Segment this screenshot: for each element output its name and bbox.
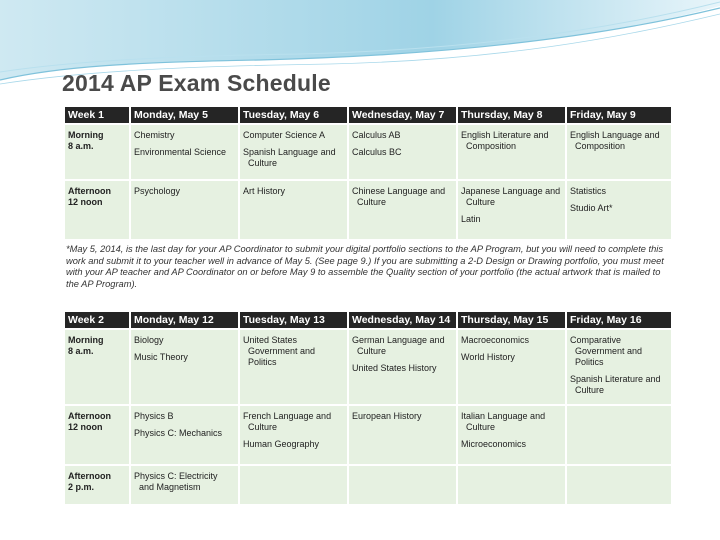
slot-name: Morning [68,335,104,345]
time-slot-label [64,465,130,505]
cell-tuesday [239,405,348,465]
cell-tuesday [239,465,348,505]
week2-morning-row [64,329,672,405]
week2-afternoon2-row [64,465,672,505]
cell-friday [566,180,672,240]
exam-name: English Literature and Composition [461,130,549,151]
day-header-wednesday: Wednesday, May 7 [348,106,457,124]
cell-wednesday [348,180,457,240]
page-title: 2014 AP Exam Schedule [62,70,331,96]
exam-name: Psychology [134,186,181,196]
exam-name: Spanish Language and Culture [243,147,336,168]
day-header-thursday: Thursday, May 8 [457,106,566,124]
exam-name: Chinese Language and Culture [352,186,446,207]
day-header-friday: Friday, May 9 [566,106,672,124]
time-slot-label [64,124,130,180]
time-slot-label [64,180,130,240]
slot-name: Afternoon [68,411,111,421]
cell-thursday [457,124,566,180]
cell-monday [130,329,239,405]
cell-thursday [457,405,566,465]
week1-schedule-table [63,105,673,241]
exam-name: United States History [352,363,437,373]
footnote: *May 5, 2014, is the last day for your AP Coordinator to submit your digital portfolio sections to the AP Program, but you will need to complete this work and submit it to your teacher well in advance of May 5. (See page 9.) If you are submitting a 2-D Design or Drawing portfolio, you must meet with your AP teacher and AP Coordinator on or before May 9 to assemble the Quality section of your portfolio (the actual artwork that is mailed to the AP Program). [66,244,664,289]
week2-schedule-table [63,310,673,506]
exam-name: Spanish Literature and Culture [570,374,661,395]
exam-name: Physics C: Electricity and Magnetism [134,471,218,492]
exam-name: Biology [134,335,164,345]
exam-name: German Language and Culture [352,335,445,356]
exam-name: Latin [461,214,481,224]
cell-friday [566,124,672,180]
slot-time: 12 noon [68,197,103,207]
slot-name: Afternoon [68,471,111,481]
exam-name: Studio Art* [570,203,613,213]
exam-name: Computer Science A [243,130,326,140]
cell-wednesday [348,465,457,505]
cell-tuesday [239,124,348,180]
exam-name: Japanese Language and Culture [461,186,561,207]
day-header-tuesday: Tuesday, May 6 [239,106,348,124]
exam-name: Comparative Government and Politics [570,335,643,367]
day-header-tuesday: Tuesday, May 13 [239,311,348,329]
exam-name: Physics B [134,411,174,421]
exam-name: World History [461,352,515,362]
time-slot-label [64,405,130,465]
exam-name: Chemistry [134,130,175,140]
exam-name: French Language and Culture [243,411,332,432]
slot-name: Afternoon [68,186,111,196]
week-label: Week 2 [64,311,130,329]
exam-name: Music Theory [134,352,188,362]
week1-morning-row [64,124,672,180]
exam-name: European History [352,411,422,421]
cell-monday [130,465,239,505]
time-slot-label [64,329,130,405]
week2-afternoon-row [64,405,672,465]
cell-tuesday [239,180,348,240]
exam-name: Macroeconomics [461,335,530,345]
cell-thursday [457,329,566,405]
cell-friday [566,465,672,505]
slot-time: 12 noon [68,422,103,432]
cell-wednesday [348,405,457,465]
slot-name: Morning [68,130,104,140]
slot-time: 2 p.m. [68,482,95,492]
cell-wednesday [348,124,457,180]
cell-monday [130,180,239,240]
week-label: Week 1 [64,106,130,124]
cell-friday [566,329,672,405]
exam-name: Environmental Science [134,147,227,157]
cell-tuesday [239,329,348,405]
exam-name: Human Geography [243,439,320,449]
cell-monday [130,124,239,180]
week1-afternoon-row [64,180,672,240]
cell-monday [130,405,239,465]
cell-friday [566,405,672,465]
exam-name: United States Government and Politics [243,335,316,367]
week1-header-row [64,106,672,124]
cell-wednesday [348,329,457,405]
cell-thursday [457,465,566,505]
cell-thursday [457,180,566,240]
slot-time: 8 a.m. [68,346,94,356]
exam-name: Italian Language and Culture [461,411,546,432]
day-header-thursday: Thursday, May 15 [457,311,566,329]
day-header-wednesday: Wednesday, May 14 [348,311,457,329]
day-header-monday: Monday, May 5 [130,106,239,124]
week2-header-row [64,311,672,329]
exam-name: Calculus AB [352,130,401,140]
slot-time: 8 a.m. [68,141,94,151]
exam-name: Art History [243,186,286,196]
day-header-monday: Monday, May 12 [130,311,239,329]
exam-name: Physics C: Mechanics [134,428,223,438]
exam-name: Statistics [570,186,607,196]
exam-name: English Language and Composition [570,130,660,151]
day-header-friday: Friday, May 16 [566,311,672,329]
exam-name: Calculus BC [352,147,402,157]
exam-name: Microeconomics [461,439,527,449]
